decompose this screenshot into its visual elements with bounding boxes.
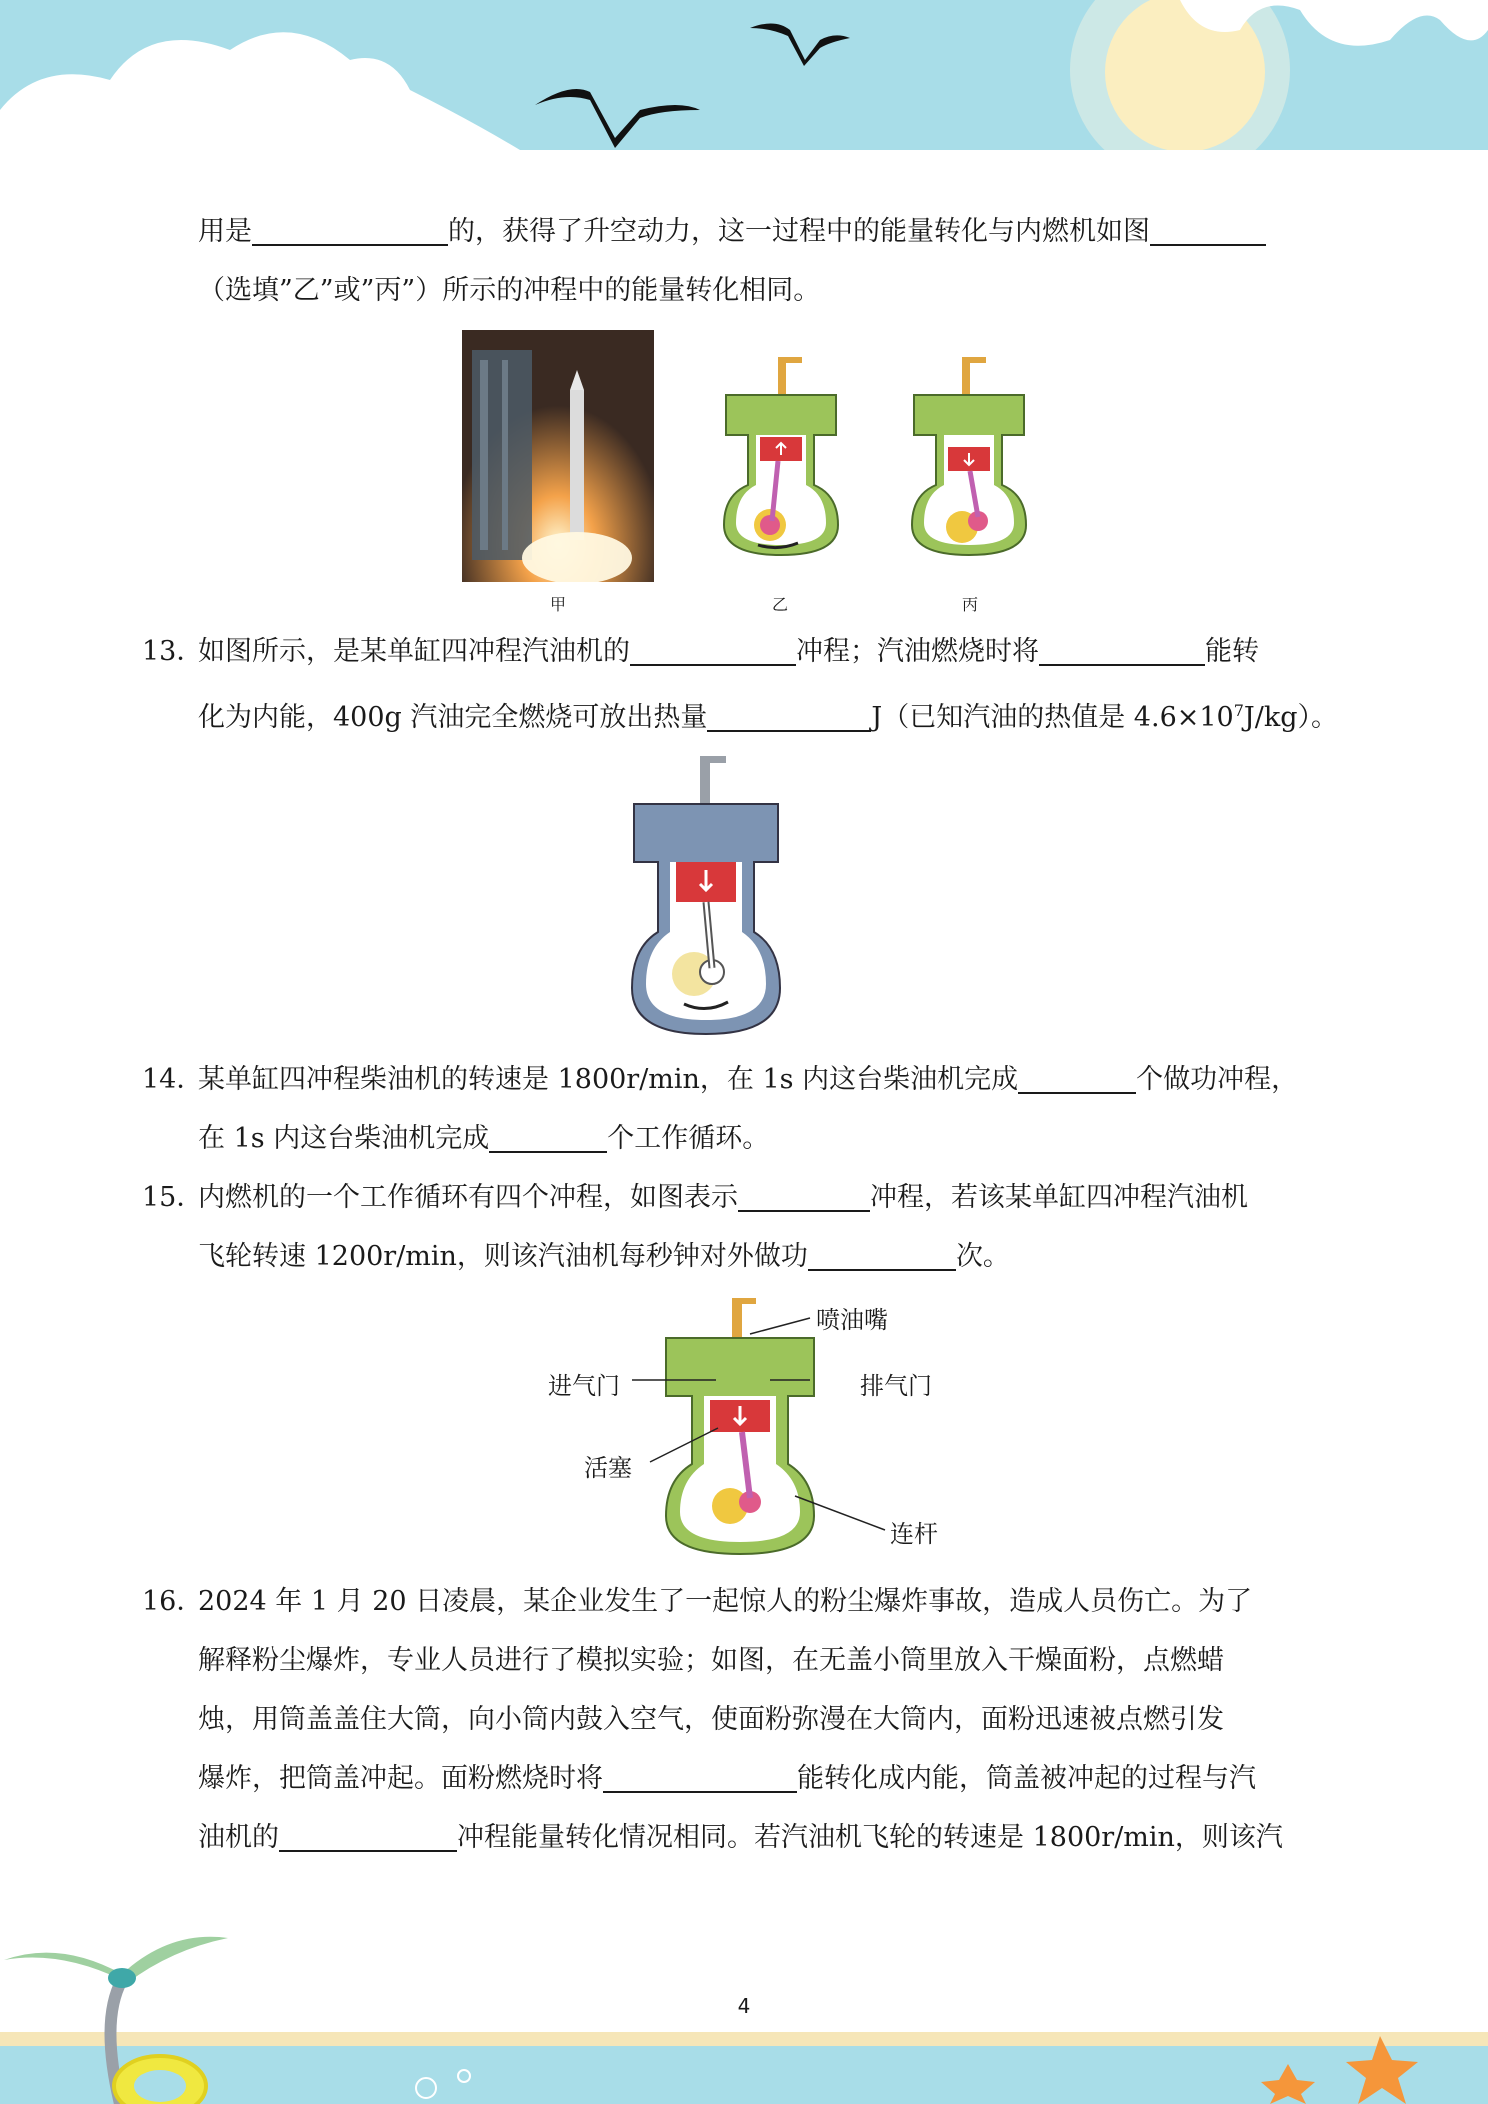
q12-blank-1[interactable]: [252, 214, 448, 246]
q14-number: 14．: [142, 1064, 204, 1095]
q15-blank-2[interactable]: [808, 1239, 956, 1271]
caption-bing: 丙: [962, 595, 979, 614]
q13-text: 能转: [1205, 636, 1259, 667]
q15-text: 内燃机的一个工作循环有四个冲程，如图表示: [198, 1182, 738, 1213]
q16-blank-2[interactable]: [279, 1820, 457, 1852]
q13-text: J/kg）。: [1243, 702, 1338, 733]
q15-line2: [198, 1237, 1010, 1277]
q16-text: 2024 年 1 月 20 日凌晨，某企业发生了一起惊人的粉尘爆炸事故，造成人员伤亡。为了: [198, 1586, 1253, 1617]
q14-text: 个工作循环。: [607, 1123, 770, 1154]
q16-text: 爆炸，把筒盖冲起。面粉燃烧时将: [198, 1763, 603, 1794]
q16-text: 能转化成内能，筒盖被冲起的过程与汽: [797, 1763, 1256, 1794]
q14-blank-2[interactable]: [489, 1121, 607, 1153]
rocket-launch-photo: [462, 330, 654, 582]
q13-blank-1[interactable]: [630, 634, 796, 666]
engine-diagram-bing: [906, 355, 1032, 560]
q15-text: 次。: [955, 1241, 1010, 1272]
label-connecting-rod: 连杆: [890, 1520, 938, 1548]
q13-blank-3[interactable]: [707, 700, 871, 732]
page-number: 4: [737, 1994, 751, 2018]
q16-line3: 烛，用筒盖盖住大筒，向小筒内鼓入空气，使面粉弥漫在大筒内，面粉迅速被点燃引发: [198, 1704, 1224, 1735]
engine-diagram-yi: [718, 355, 844, 560]
q13-text: 化为内能，400g 汽油完全燃烧可放出热量: [198, 702, 708, 733]
q12-text: 的，获得了升空动力，这一过程中的能量转化与内燃机如图: [448, 216, 1150, 247]
q15-number: 15．: [142, 1182, 204, 1213]
q13-text: 冲程；汽油燃烧时将: [796, 636, 1039, 667]
label-nozzle: 喷油嘴: [816, 1306, 888, 1334]
label-intake-valve: 进气门: [548, 1372, 620, 1400]
q14-line2: [198, 1119, 769, 1159]
q16-line5: [198, 1818, 1283, 1858]
q14-text: 某单缸四冲程柴油机的转速是 1800r/min，在 1s 内这台柴油机完成: [198, 1064, 1019, 1095]
engine-label-leaders: [620, 1300, 920, 1540]
caption-yi: 乙: [772, 595, 789, 614]
q16-blank-1[interactable]: [603, 1761, 797, 1793]
q15-text: 冲程，若该某单缸四冲程汽油机: [870, 1182, 1248, 1213]
q14-text: 在 1s 内这台柴油机完成: [198, 1123, 490, 1154]
q14-line1: [142, 1060, 1298, 1100]
q13-line2: [198, 691, 1338, 738]
q16-number: 16．: [142, 1586, 204, 1617]
q12-blank-2[interactable]: [1150, 214, 1266, 246]
q14-blank-1[interactable]: [1018, 1062, 1136, 1094]
q15-text: 飞轮转速 1200r/min，则该汽油机每秒钟对外做功: [198, 1241, 808, 1272]
q13-text: J（已知汽油的热值是 4.6×10: [871, 702, 1234, 733]
engine-diagram-q13: [628, 752, 784, 1038]
q13-blank-2[interactable]: [1039, 634, 1205, 666]
q16-line4: [198, 1759, 1256, 1799]
q16-line1: [142, 1582, 1252, 1622]
q16-text: 冲程能量转化情况相同。若汽油机飞轮的转速是 1800r/min，则该汽: [457, 1822, 1283, 1853]
q13-exponent: 7: [1233, 701, 1244, 720]
q14-text: 个做功冲程，: [1136, 1064, 1299, 1095]
q12-line2: （选填”乙”或”丙”）所示的冲程中的能量转化相同。: [198, 275, 821, 306]
q13-text: 如图所示，是某单缸四冲程汽油机的: [198, 636, 630, 667]
q16-line2: 解释粉尘爆炸，专业人员进行了模拟实验；如图，在无盖小筒里放入干燥面粉，点燃蜡: [198, 1645, 1224, 1676]
q12-text: 用是: [198, 216, 252, 247]
label-piston: 活塞: [584, 1454, 632, 1482]
q12-line1: [198, 212, 1266, 252]
q13-line1: [142, 632, 1259, 672]
q13-number: 13．: [142, 636, 204, 667]
q15-blank-1[interactable]: [738, 1180, 870, 1212]
q16-text: 油机的: [198, 1822, 279, 1853]
caption-jia: 甲: [550, 595, 567, 614]
header-banner: [0, 0, 1488, 168]
q15-line1: [142, 1178, 1248, 1218]
label-exhaust-valve: 排气门: [860, 1372, 932, 1400]
